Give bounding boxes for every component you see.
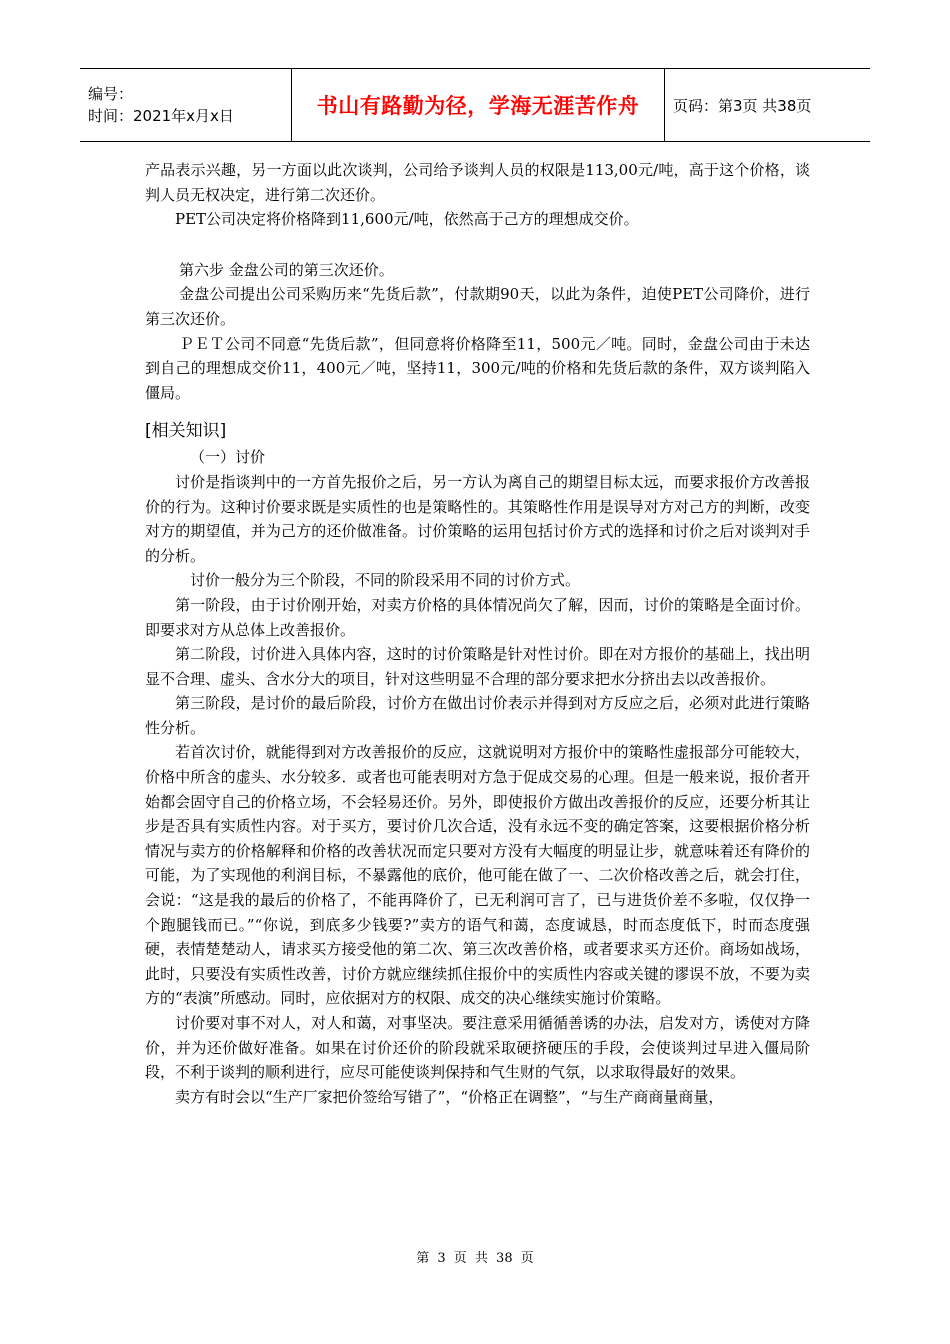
paragraph: 若首次讨价，就能得到对方改善报价的反应，这就说明对方报价中的策略性虚报部分可能较大，价格中所含的虚头、水分较多．或者也可能表明对方急于促成交易的心理。但是一般来说，报价者开始都会固守自己的价格立场，不会轻易还价。另外，即使报价方做出改善报价的反应，还要分析其让步是否具有实质性内容。对于买方，要讨价几次合适，没有永远不变的确定答案，这要根据价格分析情况与卖方的价格解释和价格的改善状况而定只要对方没有大幅度的明显让步，就意味着还有降价的可能，为了实现他的利润目标，不暴露他的底价，他可能在做了一、二次价格改善之后，就会打住，会说：“这是我的最后的价格了，不能再降价了，已无利润可言了，已与进货价差不多啦，仅仅挣一个跑腿钱而已。”“你说，到底多少钱要?”卖方的语气和蔼，态度诚恳，时而态度低下，时而态度强硬，表情楚楚动人，请求买方接受他的第二次、第三次改善价格，或者要求买方还价。商场如战场，此时，只要没有实质性改善，讨价方就应继续抓住报价中的实质性内容或关键的谬误不放，不要为卖方的“表演”所感动。同时，应依据对方的权限、成交的决心继续实施讨价策略。 bbox=[145, 743, 810, 1008]
page-header bbox=[80, 68, 870, 142]
subsection-heading: （一）讨价 bbox=[190, 448, 266, 467]
paragraph: 第一阶段，由于讨价刚开始，对卖方价格的具体情况尚欠了解，因而，讨价的策略是全面讨价。即要求对方从总体上改善报价。 bbox=[145, 595, 810, 639]
spacer bbox=[145, 232, 810, 258]
code-label: 编号： bbox=[88, 85, 134, 103]
paragraph: 讨价一般分为三个阶段，不同的阶段采用不同的讨价方式。 bbox=[190, 571, 581, 590]
time-label: 时间：2021年x月x日 bbox=[88, 107, 234, 125]
section-heading: [相关知识] bbox=[145, 421, 227, 442]
spacer bbox=[145, 405, 810, 417]
paragraph: ＰＥＴ公司不同意“先货后款”，但同意将价格降至11，500元／吨。同时，金盘公司由于未达到自己的理想成交价11，400元／吨，坚持11，300元/吨的价格和先货后款的条件，双方谈判陷入僵局。 bbox=[145, 334, 810, 402]
paragraph: PET公司决定将价格降到11,600元/吨，依然高于己方的理想成交价。 bbox=[175, 210, 639, 229]
header-page-info: 页码：第3页 共38页 bbox=[673, 96, 812, 115]
paragraph: 讨价要对事不对人，对人和蔼，对事坚决。要注意采用循循善诱的办法，启发对方，诱使对方降价，并为还价做好准备。如果在讨价还价的阶段就采取硬挤硬压的手段，会使谈判过早进入僵局阶段，不利于谈判的顺利进行，应尽可能使谈判保持和气生财的气氛，以求取得最好的效果。 bbox=[145, 1014, 810, 1082]
page-footer: 第 3 页 共 38 页 bbox=[416, 1251, 534, 1266]
step-heading: 第六步 金盘公司的第三次还价。 bbox=[179, 260, 394, 279]
paragraph: 第三阶段，是讨价的最后阶段，讨价方在做出讨价表示并得到对方反应之后，必须对此进行策略性分析。 bbox=[145, 694, 810, 737]
header-motto: 书山有路勤为径，学海无涯苦作舟 bbox=[292, 69, 665, 141]
paragraph: 产品表示兴趣，另一方面以此次谈判，公司给予谈判人员的权限是113,00元/吨，高于这个价格，谈判人员无权决定，进行第二次还价。 bbox=[145, 161, 810, 204]
paragraph: 金盘公司提出公司采购历来“先货后款”，付款期90天，以此为条件，迫使PET公司降价，进行第三次还价。 bbox=[145, 285, 810, 328]
paragraph: 第二阶段，讨价进入具体内容，这时的讨价策略是针对性讨价。即在对方报价的基础上，找出明显不合理、虚头、含水分大的项目，针对这些明显不合理的部分要求把水分挤出去以改善报价。 bbox=[145, 645, 810, 688]
paragraph: 讨价是指谈判中的一方首先报价之后，另一方认为离自己的期望目标太远，而要求报价方改善报价的行为。这种讨价要求既是实质性的也是策略性的。其策略性作用是误导对方对己方的判断，改变对方的期望值，并为己方的还价做准备。讨价策略的运用包括讨价方式的选择和讨价之后对谈判对手的分析。 bbox=[145, 472, 810, 565]
document-body bbox=[145, 158, 810, 1109]
paragraph: 卖方有时会以“生产厂家把价签给写错了”，“价格正在调整”，“与生产商商量商量， bbox=[175, 1087, 724, 1106]
header-meta bbox=[80, 69, 292, 141]
